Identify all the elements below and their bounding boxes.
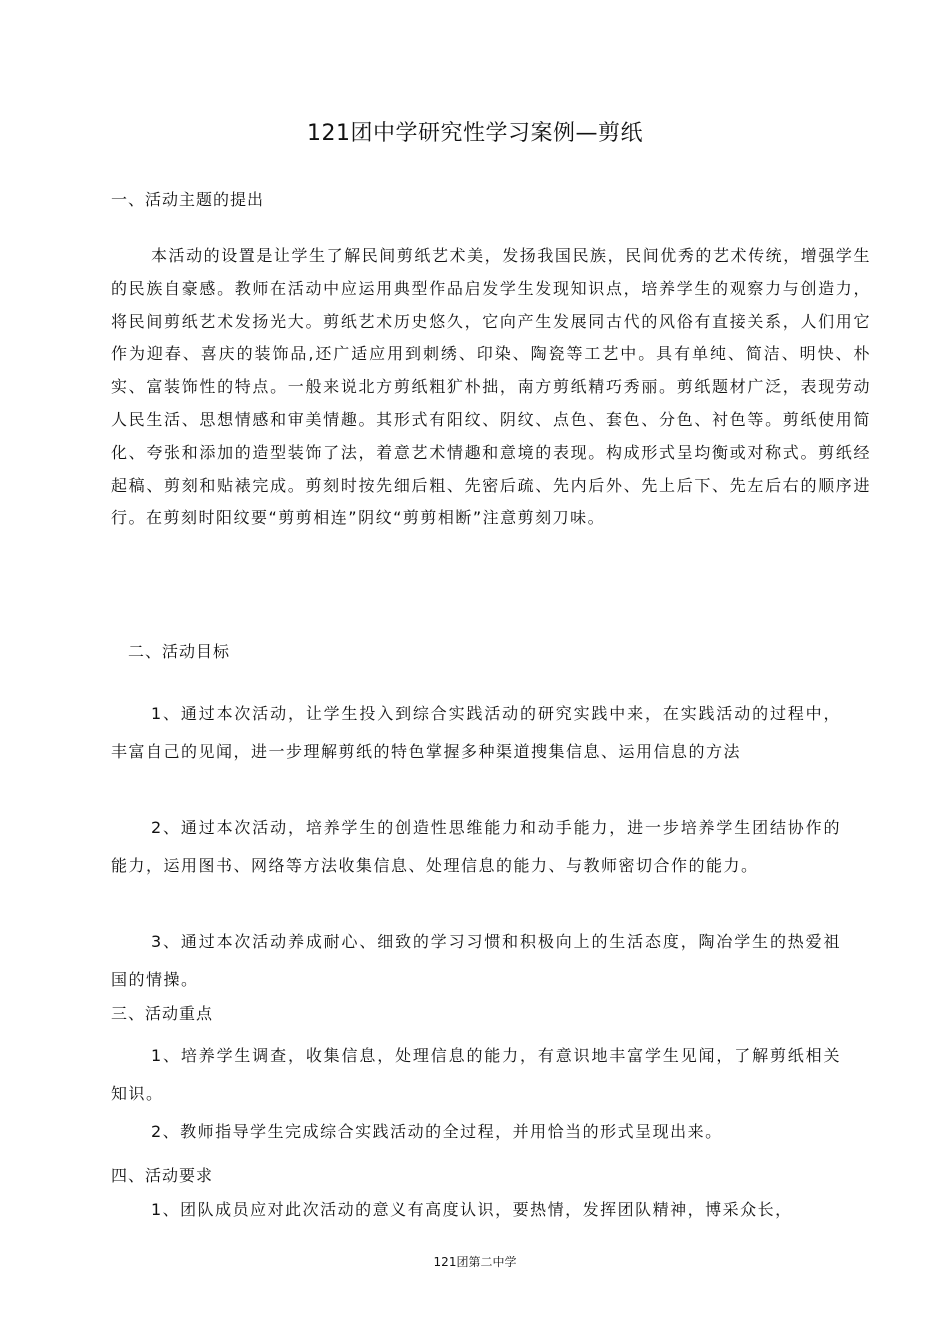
- requirement-item-1: 1、团队成员应对此次活动的意义有高度认识，要热情，发挥团队精神，博采众长，: [151, 1200, 793, 1219]
- key-item-2: 2、教师指导学生完成综合实践活动的全过程，并用恰当的形式呈现出来。: [151, 1122, 723, 1141]
- section-1-paragraph: 本活动的设置是让学生了解民间剪纸艺术美，发扬我国民族，民间优秀的艺术传统，增强学生的民族自豪感。教师在活动中应运用典型作品启发学生发现知识点，培养学生的观察力与创造力，将民间剪纸艺术发扬光大。剪纸艺术历史悠久，它向产生发展同古代的风俗有直接关系，人们用它作为迎春、喜庆的装饰品,还广适应用到刺绣、印染、陶瓷等工艺中。具有单纯、简洁、明快、朴实、富装饰性的特点。一般来说北方剪纸粗犷朴拙，南方剪纸精巧秀丽。剪纸题材广泛，表现劳动人民生活、思想情感和审美情趣。其形式有阳纹、阴纹、点色、套色、分色、衬色等。剪纸使用简化、夸张和添加的造型装饰了法，着意艺术情趣和意境的表现。构成形式呈均衡或对称式。剪纸经起稿、剪刻和贴裱完成。剪刻时按先细后粗、先密后疏、先内后外、先上后下、先左后右的顺序进行。在剪刻时阳纹要“剪剪相连”阴纹“剪剪相断”注意剪刻刀味。: [111, 246, 871, 528]
- key-item-1: 1、培养学生调查，收集信息，处理信息的能力，有意识地丰富学生见闻，了解剪纸相关知识。: [111, 1046, 841, 1103]
- section-3-heading: 三、活动重点: [111, 1004, 214, 1023]
- document-title: 121团中学研究性学习案例—剪纸: [307, 121, 643, 146]
- goal-item-3: 3、通过本次活动养成耐心、细致的学习习惯和积极向上的生活态度，陶冶学生的热爱祖国的情操。: [111, 932, 841, 989]
- section-1-heading: 一、活动主题的提出: [111, 190, 265, 209]
- section-4-heading: 四、活动要求: [111, 1166, 214, 1185]
- page-footer: 121团第二中学: [433, 1255, 517, 1269]
- section-2-heading: 二、活动目标: [128, 642, 231, 661]
- goal-item-2: 2、通过本次活动，培养学生的创造性思维能力和动手能力，进一步培养学生团结协作的能力，运用图书、网络等方法收集信息、处理信息的能力、与教师密切合作的能力。: [111, 818, 841, 875]
- goal-item-1: 1、通过本次活动，让学生投入到综合实践活动的研究实践中来，在实践活动的过程中，丰富自己的见闻，进一步理解剪纸的特色掌握多种渠道搜集信息、运用信息的方法: [111, 704, 841, 761]
